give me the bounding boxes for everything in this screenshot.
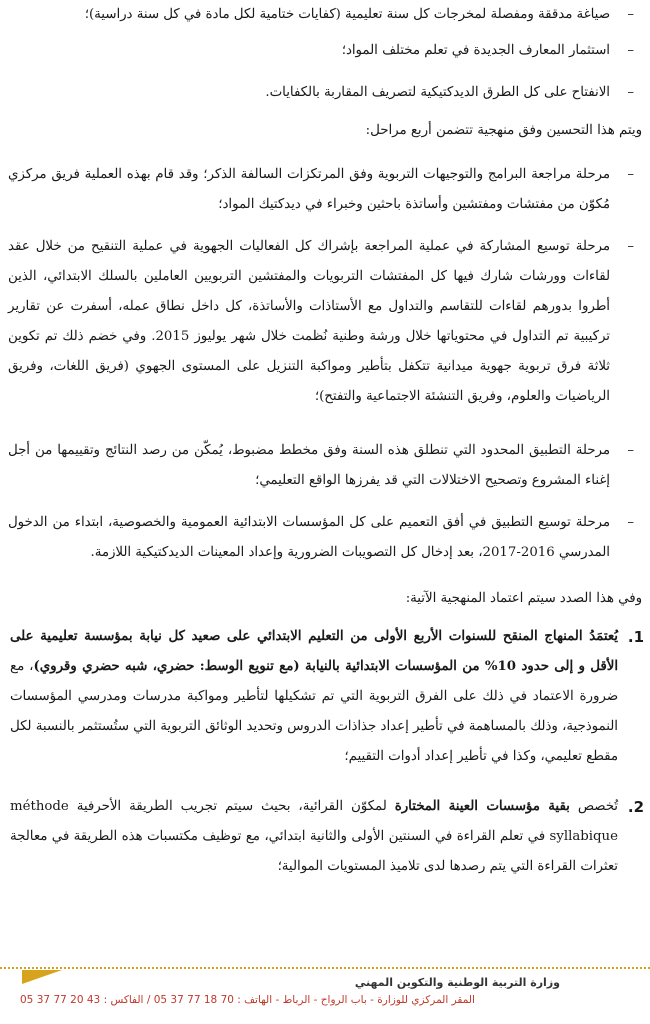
bullet-item: – استثمار المعارف الجديدة في تعلم مختلف المواد؛ (8, 36, 610, 66)
footer-ministry: وزارة التربية الوطنية والتكوين المهني (354, 976, 560, 989)
item-number: 2. (627, 798, 644, 816)
item-text: لمكوّن القرائية، بحيث سيتم تجريب الطريقة الأحرفية (68, 799, 395, 814)
footer-divider (0, 967, 650, 969)
numbered-item-2 (10, 792, 642, 882)
item-number: 1. (627, 628, 644, 646)
item-text: ، مع ضرورة الاعتماد في ذلك على الفرق التربوية التي تم تشكيلها لتأطير ومواكبة مدرسات ومدرسي المؤسسات النموذجية، وذلك بالمساهمة في تأطير إعداد جذاذات الدروس وتحديد الوثائق التربوية التي ستُستثمر بالنسبة لكل مقطع تعليمي، وكذا في تأطير إعداد أدوات التقييم؛ (10, 659, 618, 764)
method-intro: وفي هذا الصدد سيتم اعتماد المنهجية الآتية: (405, 591, 642, 606)
item-bold-lead: يُعتمَدُ المنهاج المنقح للسنوات الأربع الأولى من التعليم الابتدائي على صعيد كل نيابة بمؤسسة تعليمية على الأقل و إلى حدود 10% من المؤسسات الابتدائية بالنيابة (مع تنويع الوسط: حضري، شبه حضري وقروي) (10, 629, 619, 674)
phase-item: – مرحلة التطبيق المحدود التي تنطلق هذه السنة وفق مخطط مضبوط، يُمكّن من رصد النتائج وتقييمها من أجل إغناء المشروع وتصحيح الاختلالات التي قد يفرزها الواقع التعليمي؛ (8, 436, 610, 496)
phase-item: – مرحلة توسيع التطبيق في أفق التعميم على كل المؤسسات الابتدائية العمومية والخصوصية، ابتداء من الدخول المدرسي 2016-2017، بعد إدخال كل التصويبات الضرورية وإعداد المعينات الديدكتيكية اللازمة. (8, 508, 610, 568)
footer-address: المقر المركزي للوزارة - باب الرواح - الرباط - الهاتف : 70 18 77 37 05 / الفاكس : 43 20 77 37 05 (20, 994, 475, 1006)
bullet-item: – صياغة مدققة ومفصلة لمخرجات كل سنة تعليمية (كفايات ختامية لكل مادة في كل سنة دراسية)؛ (8, 0, 610, 30)
footer-decoration (22, 970, 62, 984)
bullet-item: – الانفتاح على كل الطرق الديدكتيكية لتصريف المقاربة بالكفايات. (8, 78, 610, 108)
item-text: في تعلم القراءة في السنتين الأولى والثانية ابتدائي، مع توظيف مكتسبات هذه الطريقة في معالجة تعثرات القراءة التي يتم رصدها لدى تلاميذ المستويات الموالية؛ (10, 829, 618, 874)
phase-item: – مرحلة توسيع المشاركة في عملية المراجعة بإشراك كل الفعاليات الجهوية في عملية التنقيح من خلال عقد لقاءات وورشات شارك فيها كل المفتشات التربويات والمفتشين التربويين العاملين بالسلك الابتدائي، الذين أطروا بدورهم لقاءات للتقاسم والتداول مع الأستاذات والأساتذة، كل داخل نطاق عمله، أسفرت عن تقارير تركيبية تم التداول في محتوياتها خلال ورشة وطنية نُظمت خلال شهر يوليوز 2015. وفي خضم ذلك تم تكوين ثلاثة فرق تربوية جهوية ميدانية تتكفل بتأطير ومواكبة التنزيل على المستوى الجهوي (فريق اللغات، وفريق الرياضيات والعلوم، وفريق التنشئة الاجتماعية والتفتح)؛ (8, 232, 610, 412)
item-bold-lead: بقية مؤسسات العينة المختارة (394, 799, 570, 814)
french-term: méthode syllabique (10, 799, 618, 844)
phase-item: – مرحلة مراجعة البرامج والتوجيهات التربوية وفق المرتكزات السالفة الذكر؛ وقد قام بهذه العملية فريق مركزي مُكوّن من مفتشات ومفتشين وأساتذة باحثين وخبراء في ديدكتيك المواد؛ (8, 160, 610, 220)
item-lead: تُخصص (569, 799, 618, 814)
numbered-item-1 (10, 622, 642, 772)
phases-intro: ويتم هذا التحسين وفق منهجية تتضمن أربع مراحل: (365, 123, 642, 138)
